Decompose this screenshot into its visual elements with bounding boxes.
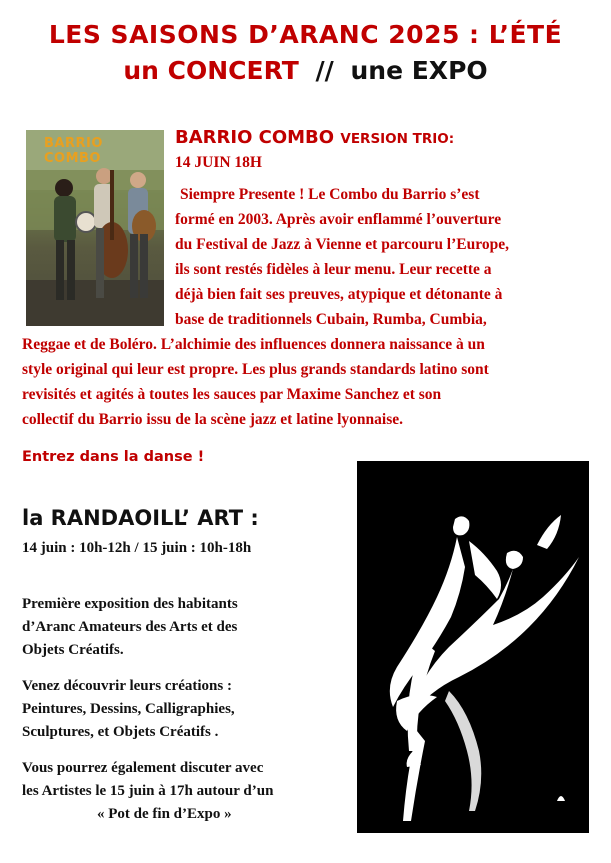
expo-meet-line: « Pot de fin d’Expo » [97, 806, 232, 822]
band-name: BARRIO COMBO [175, 127, 335, 148]
photo-logo-text: BARRIO COMBO [44, 136, 103, 166]
subtitle-separator: // [315, 56, 334, 85]
band-title [175, 127, 454, 148]
page-subtitle [0, 56, 611, 85]
expo-discover-line: Sculptures, et Objets Créatifs . [22, 724, 219, 740]
call-to-action: Entrez dans la danse ! [22, 449, 205, 465]
subtitle-concert: un CONCERT [123, 56, 299, 85]
description-line: revisités et agités à toutes les sauces par Maxime Sanchez et son [22, 386, 442, 403]
description-line: Siempre Presente ! Le Combo du Barrio s’est [180, 186, 480, 203]
description-line: ils sont restés fidèles à leur menu. Leur recette a [175, 261, 492, 278]
expo-meet-line: les Artistes le 15 juin à 17h autour d’un [22, 783, 274, 799]
description-line: Reggae et de Boléro. L’alchimie des influences donnera naissance à un [22, 336, 485, 353]
description-line: déjà bien fait ses preuves, atypique et détonante à [175, 286, 503, 303]
description-line: du Festival de Jazz à Vienne et parcouru l’Europe, [175, 236, 509, 253]
description-line: collectif du Barrio issu de la scène jazz et latine lyonnaise. [22, 411, 403, 428]
tango-dancers-artwork [357, 461, 589, 833]
expo-discover-line: Venez découvrir leurs créations : [22, 678, 232, 694]
expo-intro-line: Première exposition des habitants [22, 596, 238, 612]
description-line: base de traditionnels Cubain, Rumba, Cumbia, [175, 311, 487, 328]
expo-title: la RANDAOILL’ ART : [22, 506, 259, 530]
subtitle-expo: une EXPO [350, 56, 488, 85]
concert-date: 14 JUIN 18H [175, 154, 262, 171]
page-title: LES SAISONS D’ARANC 2025 : L’ÉTÉ [48, 20, 563, 49]
expo-meet-line: Vous pourrez également discuter avec [22, 760, 264, 776]
description-line: formé en 2003. Après avoir enflammé l’ouverture [175, 211, 502, 228]
expo-intro-line: Objets Créatifs. [22, 642, 124, 658]
band-photo [26, 130, 164, 326]
expo-intro-line: d’Aranc Amateurs des Arts et des [22, 619, 238, 635]
tango-dancers-illustration [357, 461, 589, 833]
expo-schedule: 14 juin : 10h-12h / 15 juin : 10h-18h [22, 540, 252, 556]
expo-discover-line: Peintures, Dessins, Calligraphies, [22, 701, 235, 717]
description-line: style original qui leur est propre. Les plus grands standards latino sont [22, 361, 489, 378]
band-suffix: VERSION TRIO: [340, 131, 455, 147]
